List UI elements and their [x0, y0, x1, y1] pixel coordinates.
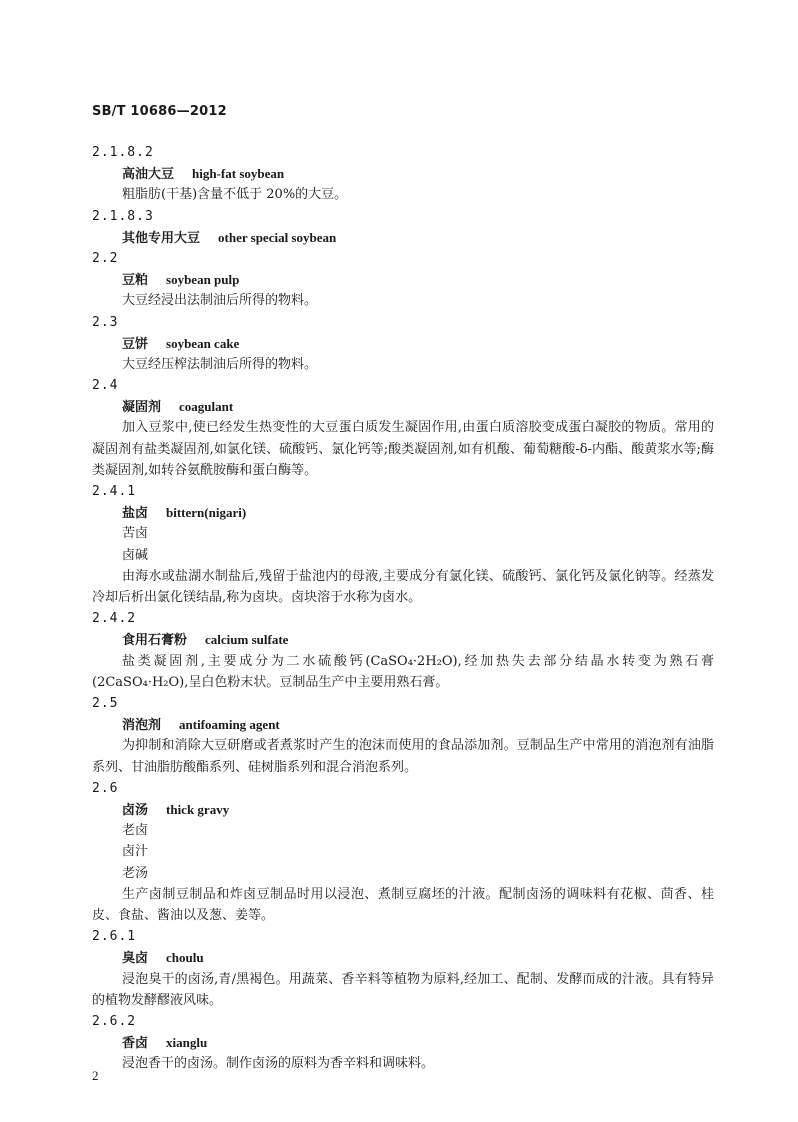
- term-entry: [92, 206, 714, 248]
- term-chinese: 卤汤: [122, 803, 149, 818]
- synonym-term: 老汤: [122, 865, 149, 881]
- definition-text: 浸泡臭干的卤汤,青/黑褐色。用蔬菜、香辛料等植物为原料,经加工、配制、发酵而成的汁液。具有特异的植物发酵醪液风味。: [92, 971, 714, 1008]
- term-entry: [92, 375, 714, 481]
- definition-text: 为抑制和消除大豆研磨或者煮浆时产生的泡沫而使用的食品添加剂。豆制品生产中常用的消泡剂有油脂系列、甘油脂肪酸酯系列、硅树脂系列和混合消泡系列。: [92, 738, 714, 775]
- term-heading: [92, 333, 714, 354]
- clause-number: 2.1.8.2: [92, 145, 154, 160]
- term-heading: [92, 629, 714, 650]
- clause-number: 2.5: [92, 696, 119, 712]
- definition-text: 盐类凝固剂,主要成分为二水硫酸钙(CaSO₄·2H₂O),经加热失去部分结晶水转变为熟石膏(2CaSO₄·H₂O),呈白色粉末状。豆制品生产中主要用熟石膏。: [92, 653, 714, 690]
- term-entry: [92, 608, 714, 693]
- term-chinese: 香卤: [122, 1036, 149, 1052]
- definition-text: 浸泡香干的卤汤。制作卤汤的原料为香辛料和调味料。: [122, 1056, 435, 1072]
- terms-content: [92, 142, 714, 1075]
- term-chinese: 高油大豆: [122, 167, 175, 183]
- term-chinese: 其他专用大豆: [122, 230, 201, 246]
- synonym-term: 卤碱: [122, 547, 149, 563]
- standard-code-header: SB/T 10686—2012: [92, 104, 227, 119]
- clause-number: 2.6.1: [92, 929, 137, 945]
- definition-text: 大豆经压榨法制油后所得的物料。: [122, 356, 318, 372]
- term-entry: [92, 312, 714, 376]
- term-chinese: 豆粕: [122, 273, 149, 289]
- term-chinese: 盐卤: [122, 506, 149, 522]
- term-heading: [92, 714, 714, 735]
- term-english: thick gravy: [166, 802, 230, 817]
- term-chinese: 消泡剂: [122, 718, 162, 734]
- term-english: soybean cake: [166, 335, 240, 351]
- term-english: soybean pulp: [166, 272, 240, 288]
- term-heading: [92, 163, 714, 184]
- term-chinese: 食用石膏粉: [122, 633, 188, 649]
- synonym-term: 卤汁: [122, 844, 149, 860]
- term-entry: [92, 1011, 714, 1075]
- term-chinese: 凝固剂: [122, 400, 162, 416]
- term-english: antifoaming agent: [179, 717, 280, 733]
- clause-number: 2.6: [92, 780, 119, 796]
- clause-number: 2.4.1: [92, 484, 137, 500]
- term-english: high-fat soybean: [192, 166, 285, 182]
- definition-text: 由海水或盐湖水制盐后,残留于盐池内的母液,主要成分有氯化镁、硫酸钙、氯化钙及氯化钠等。经蒸发冷却后析出氯化镁结晶,称为卤块。卤块溶于水称为卤水。: [92, 568, 714, 606]
- term-english: coagulant: [179, 399, 234, 415]
- term-entry: [92, 693, 714, 778]
- term-entry: [92, 142, 714, 206]
- term-entry: [92, 481, 714, 608]
- term-english: choulu: [166, 950, 204, 966]
- synonym-term: 老卤: [122, 823, 149, 839]
- clause-number: 2.3: [92, 314, 119, 330]
- definition-text: 加入豆浆中,使已经发生热变性的大豆蛋白质发生凝固作用,由蛋白质溶胶变成蛋白凝胶的物质。常用的凝固剂有盐类凝固剂,如氯化镁、硫酸钙、氯化钙等;酸类凝固剂,如有机酸、葡萄糖酸-δ-内酯、酸黄浆水等;酶类凝固剂,如转谷氨酰胺酶和蛋白酶等。: [92, 420, 714, 478]
- definition-text: 大豆经浸出法制油后所得的物料。: [122, 293, 318, 309]
- term-english: xianglu: [166, 1035, 208, 1051]
- clause-number: 2.2: [92, 250, 119, 266]
- definition-text: 粗脂肪(干基)含量不低于 20%的大豆。: [122, 187, 348, 203]
- term-chinese: 豆饼: [122, 336, 149, 352]
- term-heading: [92, 269, 714, 290]
- term-heading: [92, 799, 714, 820]
- term-entry: [92, 926, 714, 1011]
- term-heading: [92, 227, 714, 248]
- term-heading: [92, 396, 714, 417]
- definition-text: 生产卤制豆制品和炸卤豆制品时用以浸泡、煮制豆腐坯的汁液。配制卤汤的调味料有花椒、茴香、桂皮、食盐、酱油以及葱、姜等。: [92, 886, 714, 923]
- clause-number: 2.4.2: [92, 611, 137, 627]
- term-heading: [92, 502, 714, 523]
- term-heading: [92, 947, 714, 968]
- term-chinese: 臭卤: [122, 951, 149, 967]
- page-number: 2: [92, 1068, 99, 1083]
- term-english: other special soybean: [218, 229, 337, 245]
- clause-number: 2.4: [92, 378, 119, 394]
- term-heading: [92, 1032, 714, 1053]
- synonym-term: 苦卤: [122, 526, 149, 542]
- term-english: calcium sulfate: [205, 632, 289, 648]
- clause-number: 2.1.8.3: [92, 208, 154, 224]
- term-entry: [92, 778, 714, 926]
- clause-number: 2.6.2: [92, 1013, 137, 1029]
- term-entry: [92, 248, 714, 312]
- term-english: bittern(nigari): [166, 505, 247, 521]
